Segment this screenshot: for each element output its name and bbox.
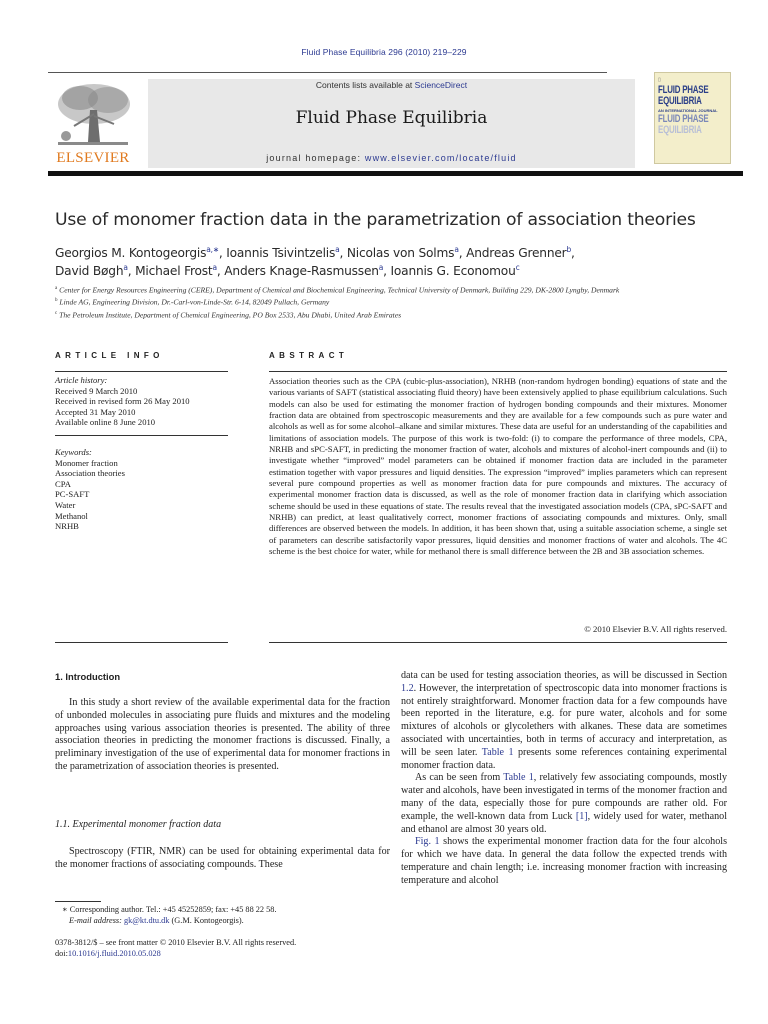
sciencedirect-link[interactable]: ScienceDirect (414, 80, 468, 90)
issn-line: 0378-3812/$ – see front matter © 2010 Elsevier B.V. All rights reserved. (55, 938, 297, 947)
author[interactable]: Nicolas von Solms$^a$ (346, 244, 459, 260)
keyword: Association theories (55, 468, 125, 479)
keyword: NRHB (55, 521, 79, 532)
author[interactable]: Ioannis Tsivintzelis$^a$ (226, 244, 340, 260)
contents-line (148, 80, 635, 90)
abstract-label: ABSTRACT (269, 351, 349, 360)
journal-cover-thumbnail[interactable] (654, 72, 731, 164)
article-title: Use of monomer fraction data in the parametrization of association theories (55, 210, 696, 230)
abstract-text: Association theories such as the CPA (cubic-plus-association), NRHB (non-random hydrogen bonding) equations of state and the various variants of SAFT (statistical associating fluid theory) have been extensively applied to phase equilibrium calculations. Such models can also be used for estimating the monomer fraction of hydrogen bonding compounds and their mixtures. Monomer fraction data are obtained from spectroscopic measurements and they are available for a few compounds such as pure water and alcohols as well as for some alcohol–alkane and similar mixtures. These data are useful for an understanding of the capabilities and limitations of association models. The purpose of this work is two-fold: (i) to compare the performance of three models, CPA, NRHB and sPC-SAFT, in predicting the monomer fraction of water, alcohols and mixtures of alcohol-inert compounds and (ii) to investigate whether “improved” model parameters can be obtained if monomer fraction data are included in the parameter estimation together with vapor pressures and liquid densities. The expression “improved” implies parameters which can represent several pure compound properties as well as monomer fraction data for pure compounds and mixtures. The accuracy of experimental monomer fraction data is discussed, as well as the role of monomer fraction data in clarifying which association scheme should be used in these equations of state. The results reveal that the investigated association models (CPA, sPC-SAFT and NRHB) can predict, at least qualitatively correct, monomer fractions of associating compounds and mixtures. Only, small differences are observed between the models. In addition, it has been shown that, using a suitable association scheme, a single set of parameters can describe satisfactorily vapor pressures, liquid densities and monomer fractions of water and alcohols. The 4C scheme is the best choice for water, while for methanol there is small difference between the 2B and 3B association schemes. (269, 376, 727, 557)
figure-1-link[interactable]: Fig. 1 (415, 836, 440, 848)
footnote-rule (55, 901, 101, 902)
section-1-2-link[interactable]: 1.2 (401, 682, 414, 694)
keyword: CPA (55, 478, 71, 489)
homepage-prefix: journal homepage: (266, 153, 365, 163)
right-paragraph-2: As can be seen from Table 1, relatively few associating compounds, mostly water and alcohols, have been investigated in terms of the monomer fraction and many of the data, especially those for pure compounds are rather old. For example, the well-known data from Luck [1], widely used for water, methanol and ethanol are almost 30 years old. (401, 772, 728, 835)
corresponding-author-footnote: ∗ Corresponding author. Tel.: +45 45252859; fax: +45 88 22 58. E-mail address: gk@kt.dtu.dk (G.M. Kontogeorgis). (62, 905, 277, 925)
contents-prefix: Contents lists available at (315, 80, 415, 90)
keywords-heading: Keywords: (55, 447, 92, 457)
article-info-rule (55, 371, 228, 372)
reference-1-link[interactable]: [1] (575, 810, 588, 822)
table-1-link[interactable]: Table 1 (481, 746, 514, 758)
author-email-link[interactable]: gk@kt.dtu.dk (124, 916, 170, 925)
affiliation: $^a$ Center for Energy Resources Engineering (CERE), Department of Chemical and Biochemical Engineering, Technical University of Denmark, Building 229, DK-2800 Lyngby, Denmark (55, 285, 620, 295)
right-paragraph-3: Fig. 1 shows the experimental monomer fraction data for the four alcohols for which we have data. In general the data follow the expected trends with temperature and chain length; i.e. increasing monomer fraction with increasing temperature and alcohol (401, 836, 727, 886)
masthead-bottom-rule (48, 171, 743, 176)
author[interactable]: Georgios M. Kontogeorgis$^{a,∗}$ (55, 244, 219, 260)
journal-homepage-line (148, 153, 635, 163)
subsection-paragraph: Spectroscopy (FTIR, NMR) can be used for obtaining experimental data for the monomer fractions of associating compounds. These (55, 846, 390, 870)
cover-title-line: FLUID PHASE (658, 113, 709, 125)
abstract-rule (269, 371, 727, 372)
right-paragraph-1: data can be used for testing association theories, as will be discussed in Section 1.2. However, the interpretation of spectroscopic data into monomer fractions is not entirely straightforward. Monomer fraction data for a few compounds have been reported in the literature, e.g. for pure water, alcohols and for some mixtures of alcohols or glycolethers with alkanes. These data are sometimes associated with uncertainties, both in terms of accuracy and interpretation, as will be seen later. Table 1 presents some references containing experimental monomer fraction data. (401, 670, 728, 771)
affiliation: $^c$ The Petroleum Institute, Department of Chemical Engineering, PO Box 2533, Abu Dhabi, United Arab Emirates (55, 310, 402, 320)
right-column (401, 670, 727, 888)
keyword: Monomer fraction (55, 457, 118, 468)
keyword: Water (55, 499, 76, 510)
abstract-bottom-rule (269, 642, 727, 643)
cover-title-line: FLUID PHASE (658, 84, 709, 96)
article-info-label: ARTICLE INFO (55, 351, 164, 360)
intro-paragraph: In this study a short review of the available experimental data for the fraction of unbonded molecules in associating pure fluids and mixtures and the modeling approaches using various association theories is presented. The ability of three association theories in predicting the monomer fractions is discussed. Finally, a preliminary investigation of the use of experimental data for monomer fractions in the parametrization of association theories is presented. (55, 697, 390, 772)
doi-link[interactable]: 10.1016/j.fluid.2010.05.028 (67, 949, 161, 958)
history-online: Available online 8 June 2010 (55, 417, 156, 428)
cover-publisher-mark: ▯ (658, 77, 661, 83)
author-list: Georgios M. Kontogeorgis$^{a,∗}$, Ioannis Tsivintzelis$^a$, Nicolas von Solms$^a$, Andreas Grenner$^b$, David Bøgh$^a$, Michael Frost$^a$, Anders Knage-Rasmussen$^a$, Ioannis G. Economou$^c$ (55, 244, 575, 278)
keywords-rule (55, 435, 228, 436)
running-head[interactable]: Fluid Phase Equilibria 296 (2010) 219–229 (301, 47, 467, 57)
affiliation: $^b$ Linde AG, Engineering Division, Dr.-Carl-von-Linde-Str. 6-14, 82049 Pullach, Germany (55, 297, 330, 307)
author[interactable]: David Bøgh$^a$ (55, 262, 128, 278)
cover-title-line: EQUILIBRIA (658, 124, 702, 136)
elsevier-wordmark: ELSEVIER (56, 150, 130, 166)
history-revised: Received in revised form 26 May 2010 (55, 396, 190, 407)
keywords (55, 447, 230, 532)
author[interactable]: Anders Knage-Rasmussen$^a$ (224, 262, 384, 278)
article-history-heading: Article history: (55, 375, 108, 385)
article-info-bottom-rule (55, 642, 228, 643)
history-accepted: Accepted 31 May 2010 (55, 406, 136, 417)
author[interactable]: Michael Frost$^a$ (135, 262, 217, 278)
affiliations (55, 284, 765, 321)
masthead-top-rule (48, 72, 607, 73)
author[interactable]: Andreas Grenner$^b$ (466, 244, 572, 260)
section-heading-introduction: 1. Introduction (55, 671, 121, 682)
journal-homepage-link[interactable]: www.elsevier.com/locate/fluid (364, 153, 517, 163)
abstract-copyright: © 2010 Elsevier B.V. All rights reserved. (584, 624, 727, 634)
article-history (55, 375, 230, 428)
cover-subtitle: AN INTERNATIONAL JOURNAL (658, 108, 718, 113)
subsection-heading-experimental-data: 1.1. Experimental monomer fraction data (55, 819, 222, 830)
author[interactable]: Ioannis G. Economou$^c$ (390, 262, 520, 278)
table-1-link[interactable]: Table 1 (503, 772, 534, 784)
keyword: PC-SAFT (55, 489, 90, 500)
cover-title-line: EQUILIBRIA (658, 95, 702, 107)
tree-icon (50, 80, 136, 150)
keyword: Methanol (55, 510, 88, 521)
front-matter: 0378-3812/$ – see front matter © 2010 Elsevier B.V. All rights reserved. doi:10.1016/j.fluid.2010.05.028 (55, 937, 385, 959)
history-received: Received 9 March 2010 (55, 385, 138, 396)
journal-title: Fluid Phase Equilibria (295, 108, 488, 128)
